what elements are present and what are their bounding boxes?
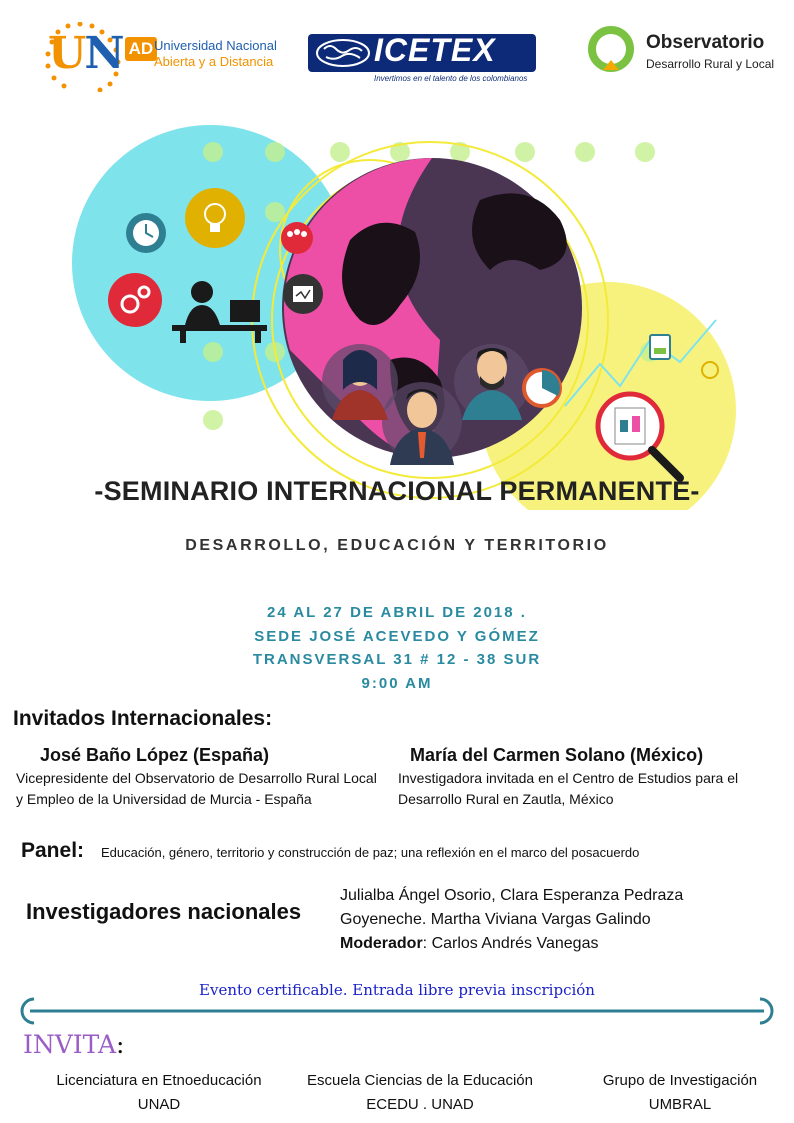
guest-name-1: José Baño López (España)	[40, 745, 270, 765]
calendar-chart-icon	[283, 274, 323, 314]
organizer-2-line1: Escuela Ciencias de la Educación	[307, 1072, 533, 1089]
clock-icon	[126, 213, 166, 253]
organizer-1	[20, 1069, 298, 1117]
icetex-tagline: Invertimos en el talento de los colombianos	[374, 74, 528, 83]
guest-description-2: Investigadora invitada en el Centro de Estudios para el Desarrollo Rural en Zautla, México	[398, 770, 739, 807]
organizer-1-line2: UNAD	[137, 1096, 181, 1113]
organizer-3-line1: Grupo de Investigación	[602, 1072, 758, 1089]
invita-colon: :	[116, 1030, 125, 1059]
dashboard-icon	[650, 335, 670, 359]
moderator-name: : Carlos Andrés Vanegas	[422, 935, 599, 952]
pie-chart-icon	[524, 370, 560, 406]
page-title: -SEMINARIO INTERNACIONAL PERMANENTE-	[94, 476, 700, 506]
event-address: TRANSVERSAL 31 # 12 - 38 SUR	[252, 651, 542, 668]
organizer-3-line2: UMBRAL	[648, 1096, 712, 1113]
national-researchers-line2: Goyeneche. Martha Viviana Vargas Galindo	[340, 911, 651, 928]
divider-line	[20, 996, 774, 1026]
lightbulb-icon	[185, 188, 245, 248]
invita-heading	[23, 1030, 124, 1059]
panel-label: Panel:	[21, 839, 85, 862]
guest-description-1: Vicepresidente del Observatorio de Desarrollo Rural Local y Empleo de la Universidad de Murcia - España	[16, 770, 377, 807]
event-info	[0, 601, 794, 695]
icetex-wordmark: ICETEX	[374, 32, 496, 68]
event-time: 9:00 AM	[361, 674, 433, 692]
observatorio-ring-icon	[586, 26, 636, 76]
international-guests-heading: Invitados Internacionales:	[13, 707, 273, 730]
organizer-2-line2: ECEDU . UNAD	[366, 1096, 474, 1113]
organizer-1-line1: Licenciatura en Etnoeducación	[56, 1072, 262, 1089]
national-researchers-list	[340, 884, 760, 956]
moderator-label: Moderador	[340, 935, 423, 952]
national-researchers-line1: Julialba Ángel Osorio, Clara Esperanza Pedraza	[340, 887, 684, 904]
unad-wordmark: UN AD	[48, 28, 157, 79]
observatorio-subtitle: Desarrollo Rural y Local	[646, 57, 775, 71]
unad-name	[154, 38, 277, 70]
organizer-2	[280, 1069, 560, 1117]
unad-name-line2: Abierta y a Distancia	[154, 54, 274, 69]
event-date: 24 AL 27 DE ABRIL DE 2018 .	[267, 604, 527, 621]
national-researchers-label: Investigadores nacionales	[26, 899, 302, 924]
organizer-3	[580, 1069, 780, 1117]
observatorio-title: Observatorio	[646, 32, 765, 53]
team-icon	[281, 222, 313, 254]
hero-illustration	[60, 120, 740, 510]
invita-label: INVITA	[23, 1030, 117, 1059]
certification-note: Evento certificable. Entrada libre previa inscripción	[199, 981, 595, 999]
globe-icon	[316, 39, 370, 67]
guest-name-2: María del Carmen Solano (México)	[410, 745, 704, 765]
gears-icon	[108, 273, 162, 327]
unad-logo	[48, 28, 288, 84]
page-subtitle: DESARROLLO, EDUCACIÓN Y TERRITORIO	[185, 537, 609, 554]
unad-name-line1: Universidad Nacional	[154, 38, 277, 53]
event-venue: SEDE JOSÉ ACEVEDO Y GÓMEZ	[254, 627, 540, 645]
panel-text: Educación, género, territorio y construcción de paz; una reflexión en el marco del posacuerdo	[101, 845, 640, 860]
moderator-line	[340, 932, 760, 956]
icetex-logo	[308, 30, 540, 83]
observatorio-logo	[582, 22, 782, 82]
